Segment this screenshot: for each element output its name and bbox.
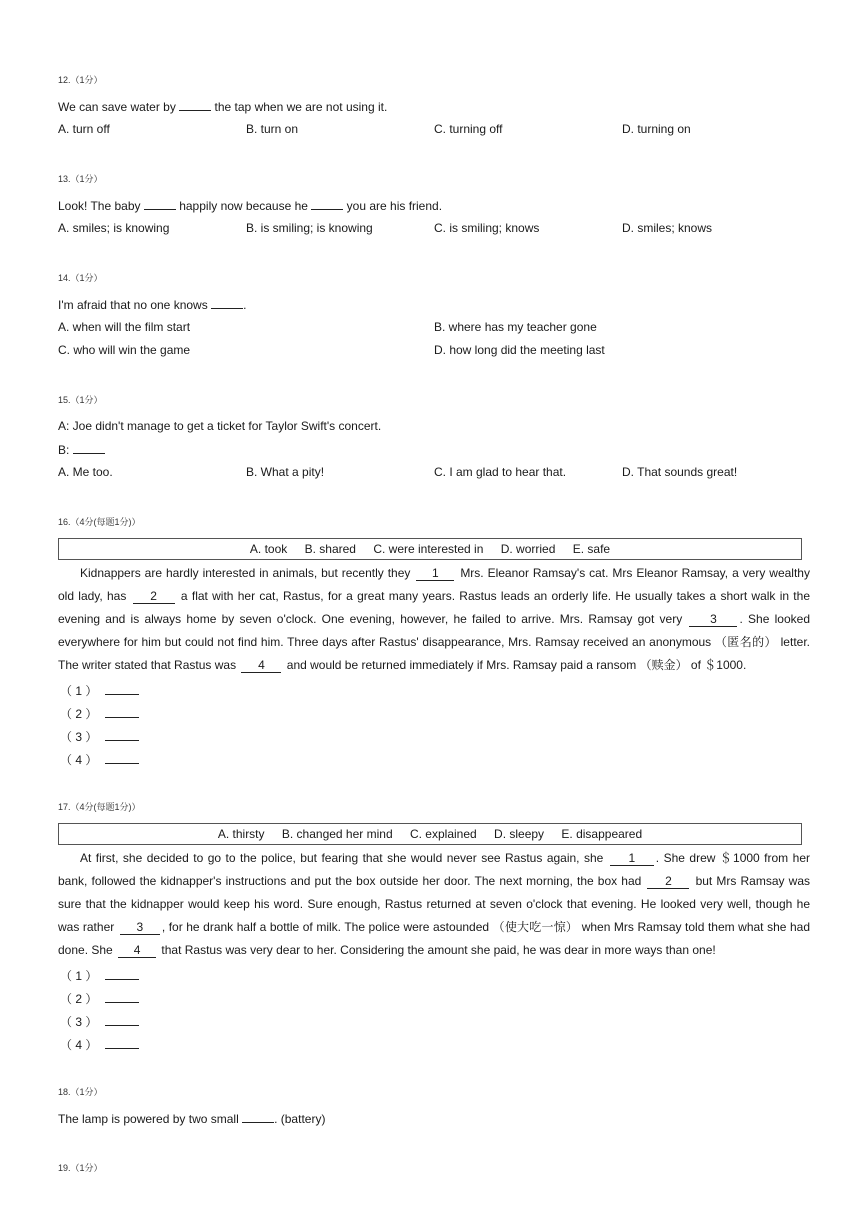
question-16-answer-1[interactable] bbox=[60, 682, 139, 699]
question-13-stem-middle: happily now because he bbox=[179, 199, 308, 213]
answer-blank[interactable] bbox=[105, 1014, 139, 1026]
question-16-word-bank bbox=[58, 538, 802, 560]
passage-text: . She looked everywhere for him but could not find him. Three days after Rastus' disappearance, Mrs. Ramsay received an anonymous （匿名的） letter. The writer stated that Rastus was bbox=[58, 612, 810, 672]
question-18-stem-end: . (battery) bbox=[274, 1112, 326, 1126]
passage-blank-3: 3 bbox=[120, 921, 160, 935]
word-bank-item: E. disappeared bbox=[561, 827, 643, 841]
question-13-stem bbox=[58, 198, 442, 213]
question-16-answer-3[interactable] bbox=[60, 728, 139, 745]
question-13-stem-end: you are his friend. bbox=[346, 199, 443, 213]
passage-blank-2: 2 bbox=[647, 875, 689, 889]
answer-blank[interactable] bbox=[105, 1037, 139, 1049]
question-15-option-d[interactable]: D. That sounds great! bbox=[622, 465, 738, 479]
passage-blank-4: 4 bbox=[241, 659, 281, 673]
question-17-word-bank bbox=[58, 823, 802, 845]
answer-blank[interactable] bbox=[311, 198, 343, 210]
question-18-stem-start: The lamp is powered by two small bbox=[58, 1112, 239, 1126]
answer-blank[interactable] bbox=[211, 297, 243, 309]
question-12-stem bbox=[58, 99, 387, 114]
passage-blank-4: 4 bbox=[118, 944, 156, 958]
word-bank-item: C. were interested in bbox=[373, 542, 484, 556]
word-bank-item: B. shared bbox=[304, 542, 356, 556]
passage-text: Kidnappers are hardly interested in animals, but recently they bbox=[80, 566, 411, 580]
question-14-stem bbox=[58, 297, 246, 312]
word-bank-item: C. explained bbox=[409, 827, 477, 841]
question-14-option-a[interactable]: A. when will the film start bbox=[58, 320, 191, 334]
word-bank-item: E. safe bbox=[572, 542, 611, 556]
question-16-answer-4[interactable] bbox=[60, 751, 139, 768]
question-14-option-d[interactable]: D. how long did the meeting last bbox=[434, 343, 605, 357]
answer-label: （ 4 ） bbox=[60, 753, 98, 767]
answer-label: （ 2 ） bbox=[60, 707, 98, 721]
question-12-option-d[interactable]: D. turning on bbox=[622, 122, 691, 136]
answer-blank[interactable] bbox=[105, 706, 139, 718]
answer-blank[interactable] bbox=[144, 198, 176, 210]
question-14-stem-start: I'm afraid that no one knows bbox=[58, 298, 208, 312]
question-12-stem-end: the tap when we are not using it. bbox=[214, 100, 388, 114]
question-15-line-b bbox=[58, 442, 105, 457]
answer-label: （ 3 ） bbox=[60, 730, 98, 744]
passage-blank-2: 2 bbox=[133, 590, 175, 604]
passage-text: a flat with her cat, Rastus, for a great many years. Rastus leads an orderly life. He usually takes a short walk in the evening and is always home by seven o'clock. One evening, however, he failed to arrive. Mrs. Ramsay got very bbox=[58, 589, 810, 626]
answer-label: （ 3 ） bbox=[60, 1015, 98, 1029]
answer-blank[interactable] bbox=[105, 752, 139, 764]
question-13-option-c[interactable]: C. is smiling; knows bbox=[434, 221, 540, 235]
question-12-option-c[interactable]: C. turning off bbox=[434, 122, 503, 136]
passage-text: At first, she decided to go to the police, but fearing that she would never see Rastus again, she bbox=[80, 851, 604, 865]
answer-blank[interactable] bbox=[73, 442, 105, 454]
question-13-number: 13.（1分） bbox=[58, 174, 103, 184]
question-12-stem-start: We can save water by bbox=[58, 100, 176, 114]
question-17-passage bbox=[58, 847, 810, 962]
question-13-stem-start: Look! The baby bbox=[58, 199, 141, 213]
question-13-option-b[interactable]: B. is smiling; is knowing bbox=[246, 221, 373, 235]
question-17-answer-3[interactable] bbox=[60, 1013, 139, 1030]
answer-blank[interactable] bbox=[105, 729, 139, 741]
question-14-option-c[interactable]: C. who will win the game bbox=[58, 343, 191, 357]
question-15-line-a: A: Joe didn't manage to get a ticket for Taylor Swift's concert. bbox=[58, 419, 382, 433]
answer-blank[interactable] bbox=[242, 1111, 274, 1123]
question-15-option-a[interactable]: A. Me too. bbox=[58, 465, 113, 479]
word-bank-item: D. sleepy bbox=[494, 827, 545, 841]
question-13-option-d[interactable]: D. smiles; knows bbox=[622, 221, 713, 235]
question-17-answer-4[interactable] bbox=[60, 1036, 139, 1053]
passage-blank-1: 1 bbox=[416, 567, 454, 581]
question-16-number: 16.（4分(每题1分)） bbox=[58, 517, 141, 527]
answer-blank[interactable] bbox=[179, 99, 211, 111]
question-18-stem bbox=[58, 1111, 325, 1126]
question-12-option-b[interactable]: B. turn on bbox=[246, 122, 299, 136]
answer-blank[interactable] bbox=[105, 683, 139, 695]
question-15-option-b[interactable]: B. What a pity! bbox=[246, 465, 325, 479]
answer-blank[interactable] bbox=[105, 991, 139, 1003]
word-bank-item: A. took bbox=[249, 542, 288, 556]
passage-text: and would be returned immediately if Mrs. Ramsay paid a ransom （赎金） of ＄1000. bbox=[286, 658, 747, 672]
question-18-number: 18.（1分） bbox=[58, 1087, 103, 1097]
answer-label: （ 1 ） bbox=[60, 684, 98, 698]
answer-label: （ 2 ） bbox=[60, 992, 98, 1006]
question-13-option-a[interactable]: A. smiles; is knowing bbox=[58, 221, 170, 235]
question-15-number: 15.（1分） bbox=[58, 395, 103, 405]
question-16-answer-2[interactable] bbox=[60, 705, 139, 722]
passage-text: but Mrs Ramsay was sure that the kidnapper would keep his word. Sure enough, Rastus returned at seven o'clock that evening. He looked very well, though he was rather bbox=[58, 874, 810, 934]
answer-label: （ 4 ） bbox=[60, 1038, 98, 1052]
question-14-number: 14.（1分） bbox=[58, 273, 103, 283]
question-17-answer-2[interactable] bbox=[60, 990, 139, 1007]
question-15-speaker-b: B: bbox=[58, 443, 70, 457]
word-bank-item: A. thirsty bbox=[217, 827, 265, 841]
question-12-option-a[interactable]: A. turn off bbox=[58, 122, 110, 136]
passage-text: that Rastus was very dear to her. Considering the amount she paid, he was dear in more ways than one! bbox=[161, 943, 716, 957]
question-19-number: 19.（1分） bbox=[58, 1163, 103, 1173]
question-15-option-c[interactable]: C. I am glad to hear that. bbox=[434, 465, 567, 479]
passage-blank-3: 3 bbox=[689, 613, 737, 627]
question-17-number: 17.（4分(每题1分)） bbox=[58, 802, 141, 812]
passage-text: , for he drank half a bottle of milk. The police were astounded （使大吃一惊） when Mrs Ramsay told them what she had done. She bbox=[58, 920, 810, 957]
passage-text: Mrs. Eleanor Ramsay's cat. Mrs Eleanor Ramsay, a very wealthy old lady, has bbox=[58, 566, 810, 603]
question-14-stem-end: . bbox=[243, 298, 247, 312]
question-14-option-b[interactable]: B. where has my teacher gone bbox=[434, 320, 597, 334]
question-16-passage bbox=[58, 562, 810, 677]
passage-blank-1: 1 bbox=[610, 852, 654, 866]
question-12-number: 12.（1分） bbox=[58, 75, 103, 85]
word-bank-item: D. worried bbox=[500, 542, 556, 556]
question-17-answer-1[interactable] bbox=[60, 967, 139, 984]
answer-label: （ 1 ） bbox=[60, 969, 98, 983]
passage-text: . She drew ＄1000 from her bank, followed the kidnapper's instructions and put the box outside her door. The next morning, the box had bbox=[58, 851, 810, 888]
word-bank-item: B. changed her mind bbox=[281, 827, 393, 841]
answer-blank[interactable] bbox=[105, 968, 139, 980]
